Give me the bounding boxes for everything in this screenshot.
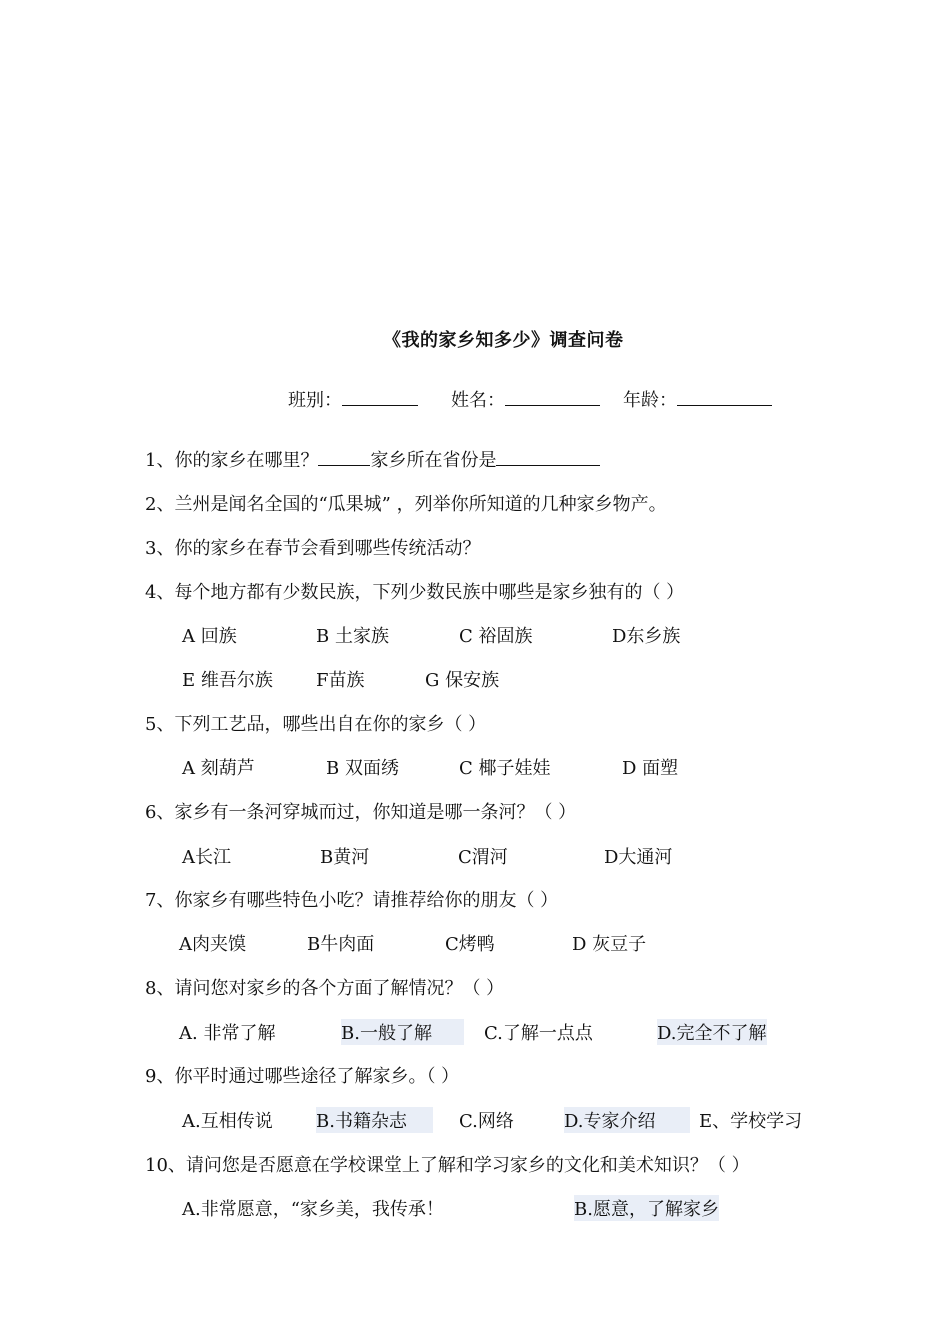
question-5: 5、下列工艺品，哪些出自在你的家乡（ ） bbox=[145, 714, 487, 735]
question-7: 7、你家乡有哪些特色小吃？请推荐给你的朋友（ ） bbox=[145, 890, 559, 911]
page-title: 《我的家乡知多少》调查问卷 bbox=[383, 330, 624, 351]
option-4g[interactable]: G 保安族 bbox=[425, 670, 500, 691]
question-6: 6、家乡有一条河穿城而过，你知道是哪一条河？（ ） bbox=[145, 802, 577, 823]
option-10a[interactable]: A.非常愿意，“家乡美，我传承！ bbox=[182, 1199, 444, 1220]
option-5a[interactable]: A 刻葫芦 bbox=[182, 758, 255, 779]
option-9b[interactable]: B.书籍杂志 bbox=[316, 1107, 433, 1133]
option-7c[interactable]: C烤鸭 bbox=[445, 934, 495, 955]
option-4e[interactable]: E 维吾尔族 bbox=[182, 670, 273, 691]
option-9a[interactable]: A.互相传说 bbox=[182, 1111, 273, 1132]
option-6d[interactable]: D大通河 bbox=[604, 847, 673, 868]
name-blank[interactable] bbox=[505, 387, 600, 406]
question-1 bbox=[145, 446, 600, 472]
option-5b[interactable]: B 双面绣 bbox=[326, 758, 399, 779]
option-4f[interactable]: F苗族 bbox=[316, 670, 365, 691]
age-label: 年龄： bbox=[623, 390, 677, 411]
option-7b[interactable]: B牛肉面 bbox=[307, 934, 375, 955]
question-8: 8、请问您对家乡的各个方面了解情况？（ ） bbox=[145, 978, 505, 999]
option-8a[interactable]: A. 非常了解 bbox=[179, 1023, 276, 1044]
option-8b[interactable]: B.一般了解 bbox=[341, 1019, 464, 1045]
name-label: 姓名： bbox=[451, 390, 505, 411]
class-field[interactable] bbox=[288, 386, 418, 412]
class-blank[interactable] bbox=[342, 387, 418, 406]
option-7d[interactable]: D 灰豆子 bbox=[572, 934, 647, 955]
option-6a[interactable]: A长江 bbox=[182, 847, 231, 868]
class-label: 班别： bbox=[288, 390, 342, 411]
question-4: 4、每个地方都有少数民族，下列少数民族中哪些是家乡独有的（ ） bbox=[145, 582, 685, 603]
hometown-blank[interactable] bbox=[318, 447, 370, 466]
age-blank[interactable] bbox=[677, 387, 772, 406]
option-8d[interactable]: D.完全不了解 bbox=[657, 1019, 767, 1045]
province-blank[interactable] bbox=[496, 447, 600, 466]
option-5d[interactable]: D 面塑 bbox=[622, 758, 679, 779]
question-3: 3、你的家乡在春节会看到哪些传统活动？ bbox=[145, 538, 481, 559]
option-9d[interactable]: D.专家介绍 bbox=[564, 1107, 690, 1133]
question-1-text-b: 家乡所在省份是 bbox=[370, 450, 497, 471]
option-4a[interactable]: A 回族 bbox=[182, 626, 237, 647]
option-6c[interactable]: C渭河 bbox=[458, 847, 508, 868]
option-4c[interactable]: C 裕固族 bbox=[459, 626, 533, 647]
option-9c[interactable]: C.网络 bbox=[459, 1111, 514, 1132]
option-4b[interactable]: B 土家族 bbox=[316, 626, 389, 647]
question-1-text-a: 1、你的家乡在哪里？ bbox=[145, 450, 319, 471]
question-10: 10、请问您是否愿意在学校课堂上了解和学习家乡的文化和美术知识？（ ） bbox=[145, 1155, 750, 1176]
name-field[interactable] bbox=[451, 386, 600, 412]
option-9e[interactable]: E、学校学习 bbox=[699, 1111, 803, 1132]
option-5c[interactable]: C 椰子娃娃 bbox=[459, 758, 551, 779]
question-9: 9、你平时通过哪些途径了解家乡。（ ） bbox=[145, 1066, 460, 1087]
option-7a[interactable]: A肉夹馍 bbox=[179, 934, 246, 955]
age-field[interactable] bbox=[623, 386, 772, 412]
question-2: 2、兰州是闻名全国的“瓜果城” ，列举你所知道的几种家乡物产。 bbox=[145, 494, 667, 515]
option-4d[interactable]: D东乡族 bbox=[612, 626, 681, 647]
option-6b[interactable]: B黄河 bbox=[320, 847, 370, 868]
option-10b[interactable]: B.愿意，了解家乡 bbox=[574, 1195, 719, 1221]
option-8c[interactable]: C.了解一点点 bbox=[484, 1023, 593, 1044]
